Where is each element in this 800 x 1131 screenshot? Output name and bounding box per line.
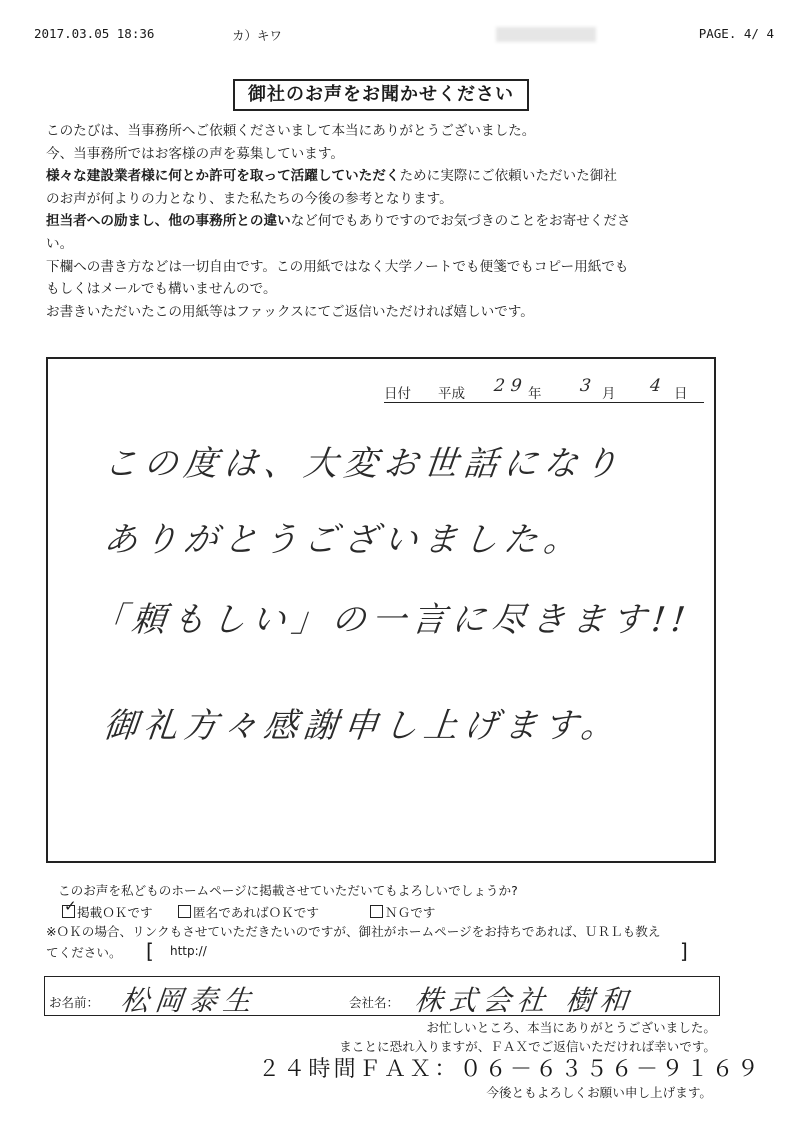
intro-line: 下欄への書き方などは一切自由です。この用紙ではなく大学ノートでも便箋でもコピー用紙でも xyxy=(46,258,629,275)
month-unit: 月 xyxy=(602,386,616,402)
thanks-text: お忙しいところ、本当にありがとうございました。 xyxy=(426,1020,716,1035)
fax-note: まことに恐れ入りますが、ＦＡＸでご返信いただければ幸いです。 xyxy=(339,1039,716,1054)
era-label: 平成 xyxy=(438,386,465,402)
option-ng[interactable] xyxy=(370,902,435,921)
url-label: http:// xyxy=(170,944,207,958)
ok-note-line: てください。 xyxy=(46,945,122,960)
intro-bold: 様々な建設業者様に何とか許可を取って活躍していただく xyxy=(46,168,400,185)
year-unit: 年 xyxy=(528,386,542,402)
name-label: お名前： xyxy=(49,995,100,1010)
redacted-area xyxy=(496,27,596,42)
option-ok[interactable] xyxy=(62,897,153,921)
intro-line: お書きいただいたこの用紙等はファックスにてご返信いただければ嬉しいです。 xyxy=(46,303,534,320)
handwritten-month: 3 xyxy=(578,376,598,396)
checkbox-ng[interactable] xyxy=(370,905,383,918)
option-ok-label: 掲載ＯＫです xyxy=(77,905,153,920)
fax-header xyxy=(34,26,774,44)
publish-question: このお声を私どものホームページに掲載させていただいてもよろしいでしょうか? xyxy=(58,883,518,898)
handwritten-day: 4 xyxy=(648,376,668,396)
fax-number: ２４時間ＦＡＸ：０６－６３５６－９１６９ xyxy=(258,1057,763,1082)
document-title: 御社のお声をお聞かせください xyxy=(233,79,529,111)
option-ng-label: ＮＧです xyxy=(385,905,436,920)
handwritten-year: 29 xyxy=(492,376,529,396)
option-anonymous-label: 匿名であればＯＫです xyxy=(193,905,319,920)
bracket-open: [ xyxy=(146,939,154,963)
handwritten-company: 株式会社 樹和 xyxy=(413,984,636,1017)
closing-text: 今後ともよろしくお願い申し上げます。 xyxy=(486,1085,712,1100)
handwritten-message-line-1: この度は、大変お世話になり xyxy=(101,444,626,484)
fax-sender: カ）キワ xyxy=(232,28,283,43)
intro-text xyxy=(46,120,736,323)
handwritten-message-line-4: 御礼方々感謝申し上げます。 xyxy=(101,706,624,746)
intro-line: もしくはメールでも構いませんので。 xyxy=(46,281,277,298)
intro-line: このたびは、当事務所へご依頼くださいまして本当にありがとうございました。 xyxy=(46,123,536,139)
date-label: 日付 xyxy=(384,386,411,402)
intro-line: のお声が何よりの力となり、また私たちの今後の参考となります。 xyxy=(46,190,453,207)
intro-line: 今、当事務所ではお客様の声を募集しています。 xyxy=(46,145,344,162)
company-label: 会社名： xyxy=(349,995,400,1010)
ok-note-line: ※ＯＫの場合、リンクもさせていただきたいのですが、御社がホームページをお持ちであれば、ＵＲＬも教え xyxy=(46,924,661,939)
handwritten-name: 松岡泰生 xyxy=(119,984,259,1017)
intro-line xyxy=(46,165,736,188)
name-company-row xyxy=(44,976,720,1016)
publish-options xyxy=(62,897,662,920)
checkbox-anonymous[interactable] xyxy=(178,905,191,918)
handwritten-message-line-2: ありがとうございました。 xyxy=(101,520,586,560)
handwritten-message-line-3: 「頼もしい」の一言に尽きます!! xyxy=(89,600,694,640)
bracket-close: ] xyxy=(680,939,688,963)
option-anonymous[interactable] xyxy=(178,902,319,921)
intro-text-span: ために実際にご依頼いただいた御社 xyxy=(399,168,617,185)
intro-text-span: など何でもありですのでお気づきのことをお寄せくださ xyxy=(290,213,631,230)
day-unit: 日 xyxy=(674,386,688,402)
url-field[interactable] xyxy=(140,940,700,962)
fax-datetime: 2017.03.05 18:36 xyxy=(34,26,155,41)
intro-line xyxy=(46,210,736,233)
intro-line: い。 xyxy=(46,235,74,252)
date-row xyxy=(384,376,704,403)
fax-page-number: PAGE. 4/ 4 xyxy=(698,26,774,41)
checkbox-ok[interactable] xyxy=(62,897,77,918)
intro-bold: 担当者への励まし、他の事務所との違い xyxy=(46,213,291,230)
check-icon: ✓ xyxy=(64,897,77,915)
